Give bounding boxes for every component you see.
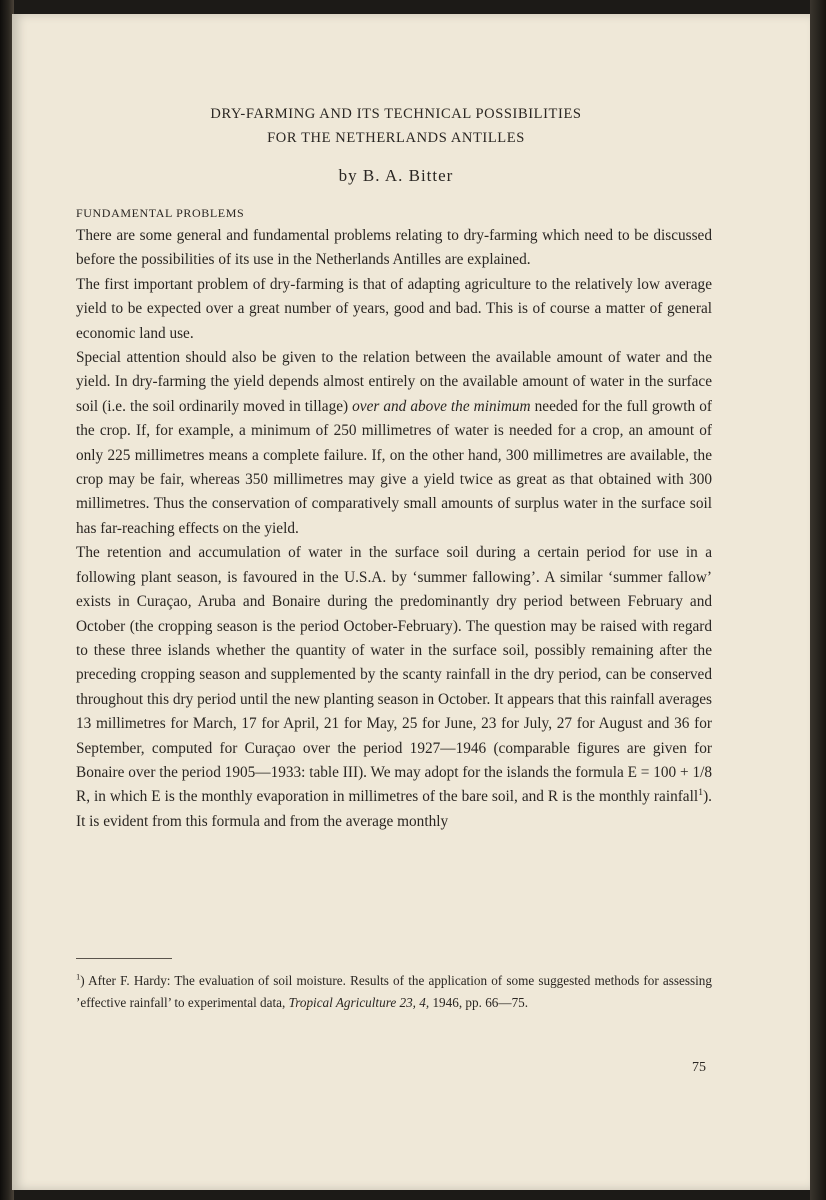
paragraph-4 [76,541,712,834]
paragraph-4-end: ). It is evident from this formula and from the average monthly [76,788,712,830]
footnote [76,970,712,1014]
footnote-journal: Tropical Agriculture 23, 4, [288,995,430,1010]
body-text [76,224,712,834]
title-line-1: DRY-FARMING AND ITS TECHNICAL POSSIBILITIES [210,106,582,122]
footnote-reference: 1 [698,787,704,799]
paragraph-3-italic: over and above the minimum [352,397,531,415]
page-number: 75 [692,1060,706,1075]
paragraph-3 [76,346,712,541]
paragraph-4-start: The retention and accumulation of water in the surface soil during a certain period for use in a following plant season, is favoured in the U.S.A. by ‘summer fallowing’. A similar ‘summer fallow’ exists in Curaçao, Aruba and Bonaire during the predominantly dry period between February and October (the cropping season is the period October-February). The question may be raised with regard to these three islands whether the quantity of water in the surface soil, possibly remaining after the preceding cropping season and supplemented by the scanty rainfall in the dry period, can be conserved throughout this dry period until the new planting season in October. It appears that this rainfall averages 13 millimetres for March, 17 for April, 21 for May, 25 for June, 23 for July, 27 for August and 36 for September, computed for Curaçao over the period 1927—1946 (comparable figures are given for Bonaire over the period 1905—1933: table III). We may adopt for the islands the formula E = 100 + 1/8 R, in which E is the monthly evaporation in millimetres of the bare soil, and R is the monthly rainfall [76,544,712,806]
paragraph-3-start: Special attention should also be given to the relation between the available amount of water and the yield. In dry-farming the yield depends almost entirely on the available amount of water in the surface soil (i.e. the soil ordinarily moved in tillage) [76,349,712,415]
paragraph-3-end: needed for the full growth of the crop. If, for example, a minimum of 250 millimetres of water is needed for a crop, an amount of only 225 millimetres means a complete failure. If, on the other hand, 300 millimetres are available, the crop may be fair, whereas 350 millimetres may give a yield twice as great as that obtained with 300 millimetres. Thus the conservation of comparatively small amounts of surplus water in the surface soil has far-reaching effects on the yield. [76,397,712,537]
paragraph-2: The first important problem of dry-farming is that of adapting agriculture to the relatively low average yield to be expected over a great number of years, good and bad. This is of course a matter of general economic land use. [76,275,712,342]
section-heading: FUNDAMENTAL PROBLEMS [76,206,245,220]
footnote-text-end: 1946, pp. 66—75. [429,995,529,1010]
page-edge [810,0,826,1200]
footnote-divider [76,958,172,959]
title-line-2: FOR THE NETHERLANDS ANTILLES [267,130,525,146]
book-page [12,14,810,1190]
footnote-text-start: ) After F. Hardy: The evaluation of soil moisture. Results of the application of some suggested methods for assessing ’effective rainfall’ to experimental data, [76,973,712,1010]
paragraph-1: There are some general and fundamental problems relating to dry-farming which need to be discussed before the possibilities of its use in the Netherlands Antilles are explained. [76,227,712,269]
footnote-marker: 1 [76,971,81,982]
author-byline: by B. A. Bitter [338,166,454,185]
